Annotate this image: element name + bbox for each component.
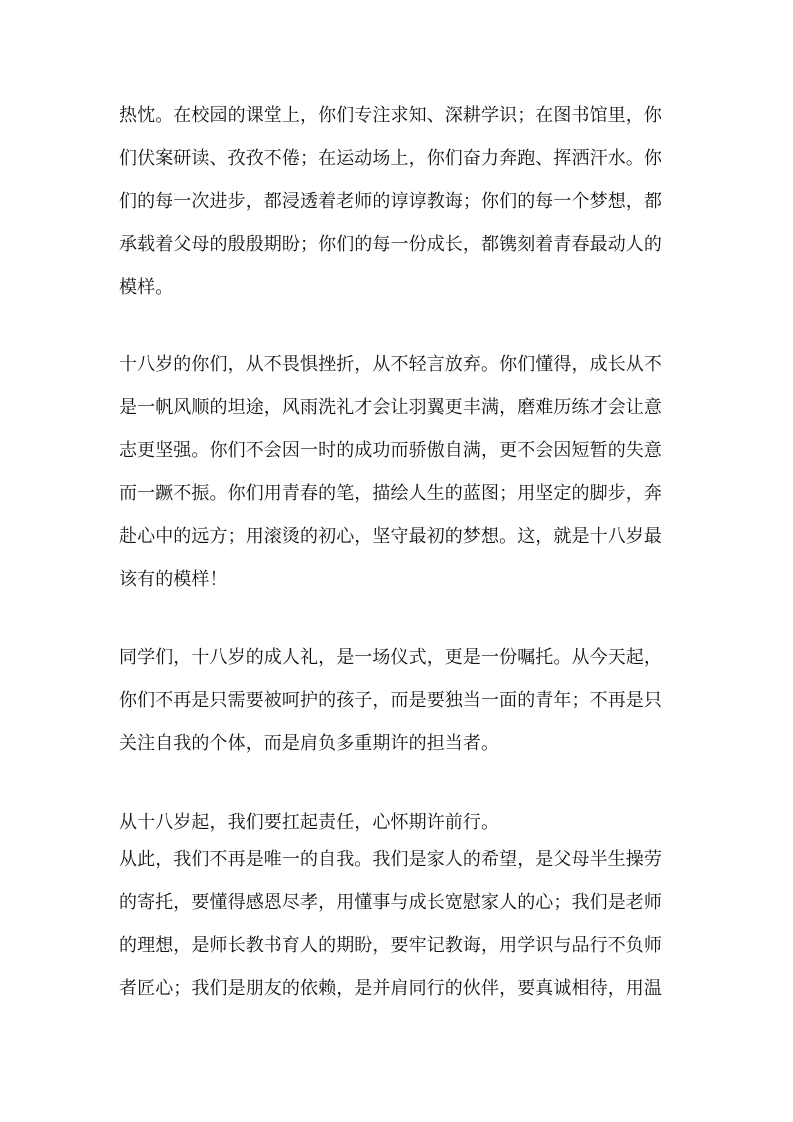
paragraph-2-line-6: 该有的模样！ [119, 569, 228, 590]
paragraph-4-line-3: 的寄托，要懂得感恩尽孝，用懂事与成长宽慰家人的心；我们是老师 [119, 892, 662, 913]
paragraph-4-line-1: 从十八岁起，我们要扛起责任，心怀期许前行。 [119, 812, 500, 833]
paragraph-4-line-5: 者匠心；我们是朋友的依赖，是并肩同行的伙伴，要真诚相待，用温 [119, 978, 662, 999]
paragraph-3-line-3: 关注自我的个体，而是肩负多重期许的担当者。 [119, 733, 500, 754]
paragraph-1-line-3: 们的每一次进步，都浸透着老师的谆谆教诲；你们的每一个梦想，都 [119, 191, 662, 212]
paragraph-2-line-4: 而一蹶不振。你们用青春的笔，描绘人生的蓝图；用坚定的脚步，奔 [119, 483, 662, 504]
paragraph-2-line-2: 是一帆风顺的坦途，风雨洗礼才会让羽翼更丰满，磨难历练才会让意 [119, 397, 662, 418]
paragraph-3-line-2: 你们不再是只需要被呵护的孩子，而是要独当一面的青年；不再是只 [119, 690, 662, 711]
paragraph-1-line-4: 承载着父母的殷殷期盼；你们的每一份成长，都镌刻着青春最动人的 [119, 234, 662, 255]
paragraph-1-line-5: 模样。 [119, 277, 174, 298]
paragraph-2-line-3: 志更坚强。你们不会因一时的成功而骄傲自满，更不会因短暂的失意 [119, 440, 662, 461]
paragraph-4-line-6 [119, 1012, 679, 1052]
paragraph-2-line-1: 十八岁的你们，从不畏惧挫折，从不轻言放弃。你们懂得，成长从不 [119, 354, 662, 375]
paragraph-1-line-2: 们伏案研读、孜孜不倦；在运动场上，你们奋力奔跑、挥洒汗水。你 [119, 148, 662, 169]
paragraph-2-line-5: 赴心中的远方；用滚烫的初心，坚守最初的梦想。这，就是十八岁最 [119, 526, 662, 547]
paragraph-3-line-1: 同学们，十八岁的成人礼，是一场仪式，更是一份嘱托。从今天起， [119, 647, 662, 668]
paragraph-4-line-4: 的理想，是师长教书育人的期盼，要牢记教诲，用学识与品行不负师 [119, 935, 662, 956]
paragraph-1-line-1: 热忱。在校园的课堂上，你们专注求知、深耕学识；在图书馆里，你 [119, 105, 662, 126]
paragraph-4-line-2: 从此，我们不再是唯一的自我。我们是家人的希望，是父母半生操劳 [119, 849, 662, 870]
